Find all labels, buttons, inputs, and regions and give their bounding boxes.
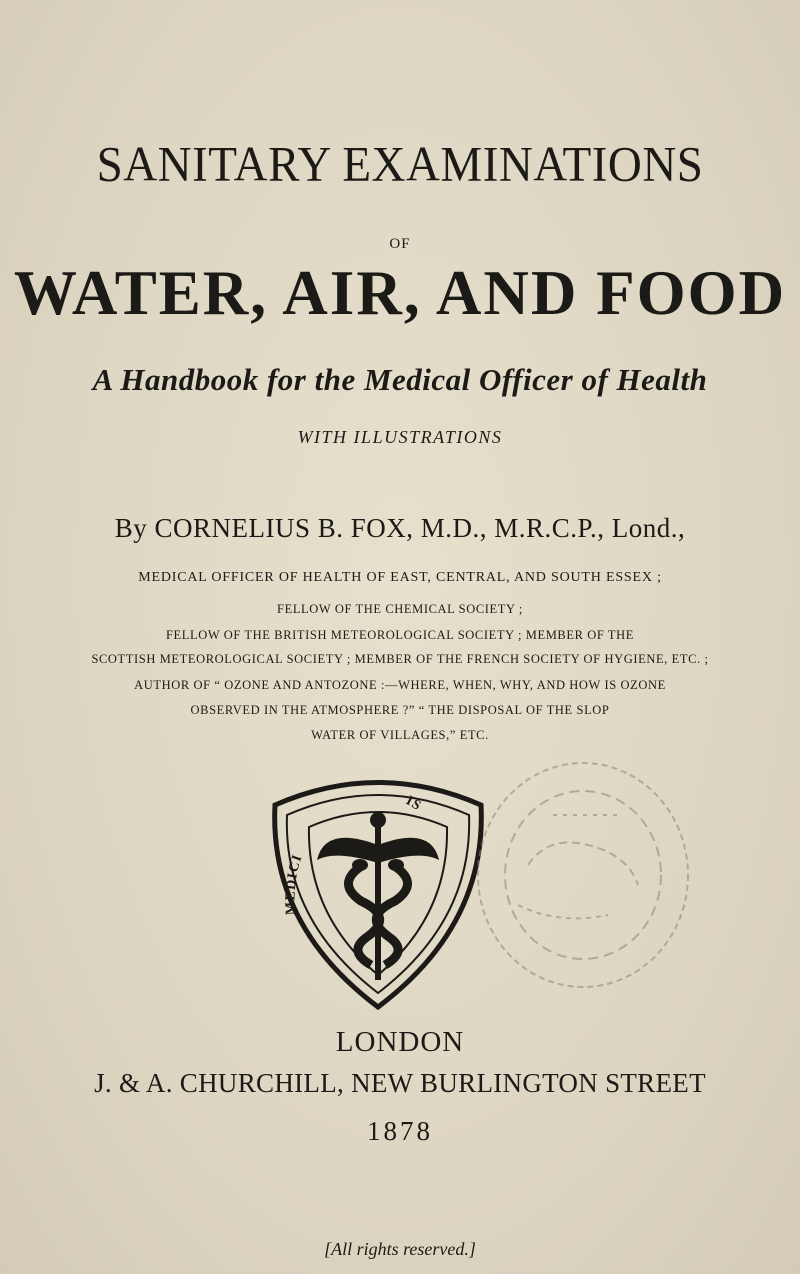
title-line-2: OF	[389, 236, 411, 252]
credential-line-5: AUTHOR OF “ OZONE AND ANTOZONE :—WHERE, WHEN, WHY, AND HOW IS OZONE	[134, 678, 666, 692]
title-line-1: SANITARY EXAMINATIONS	[96, 137, 704, 193]
title-line-3: WATER, AIR, AND FOOD	[13, 258, 787, 328]
publication-year: 1878	[367, 1116, 433, 1146]
publisher-city: LONDON	[335, 1026, 465, 1058]
credential-line-1: MEDICAL OFFICER OF HEALTH OF EAST, CENTRAL, AND SOUTH ESSEX ;	[138, 570, 662, 585]
credential-line-6: OBSERVED IN THE ATMOSPHERE ?” “ THE DISPOSAL OF THE SLOP	[190, 703, 610, 717]
credential-line-4: SCOTTISH METEOROLOGICAL SOCIETY ; MEMBER OF THE FRENCH SOCIETY OF HYGIENE, ETC. ;	[91, 652, 709, 666]
author-line	[0, 513, 800, 544]
emblem-right-text: IS	[403, 793, 425, 815]
emblem-left-text: MEDICI	[283, 852, 306, 916]
credential-line-2: FELLOW OF THE CHEMICAL SOCIETY ;	[277, 602, 523, 616]
rights-notice: [All rights reserved.]	[324, 1239, 476, 1259]
svg-text:MEDICI	[283, 852, 305, 915]
credential-line-3: FELLOW OF THE BRITISH METEOROLOGICAL SOCIETY ; MEMBER OF THE	[165, 628, 635, 642]
illustrations-note: WITH ILLUSTRATIONS	[297, 427, 503, 447]
library-stamp-icon	[458, 755, 708, 1005]
subtitle: A Handbook for the Medical Officer of Health	[92, 362, 708, 397]
publisher-name: J. & A. CHURCHILL, NEW BURLINGTON STREET	[94, 1068, 706, 1098]
credential-line-7: WATER OF VILLAGES,” ETC.	[311, 728, 489, 742]
author-prefix: By	[114, 513, 148, 543]
author-name: CORNELIUS B. FOX, M.D., M.R.C.P., Lond.,	[154, 513, 686, 543]
